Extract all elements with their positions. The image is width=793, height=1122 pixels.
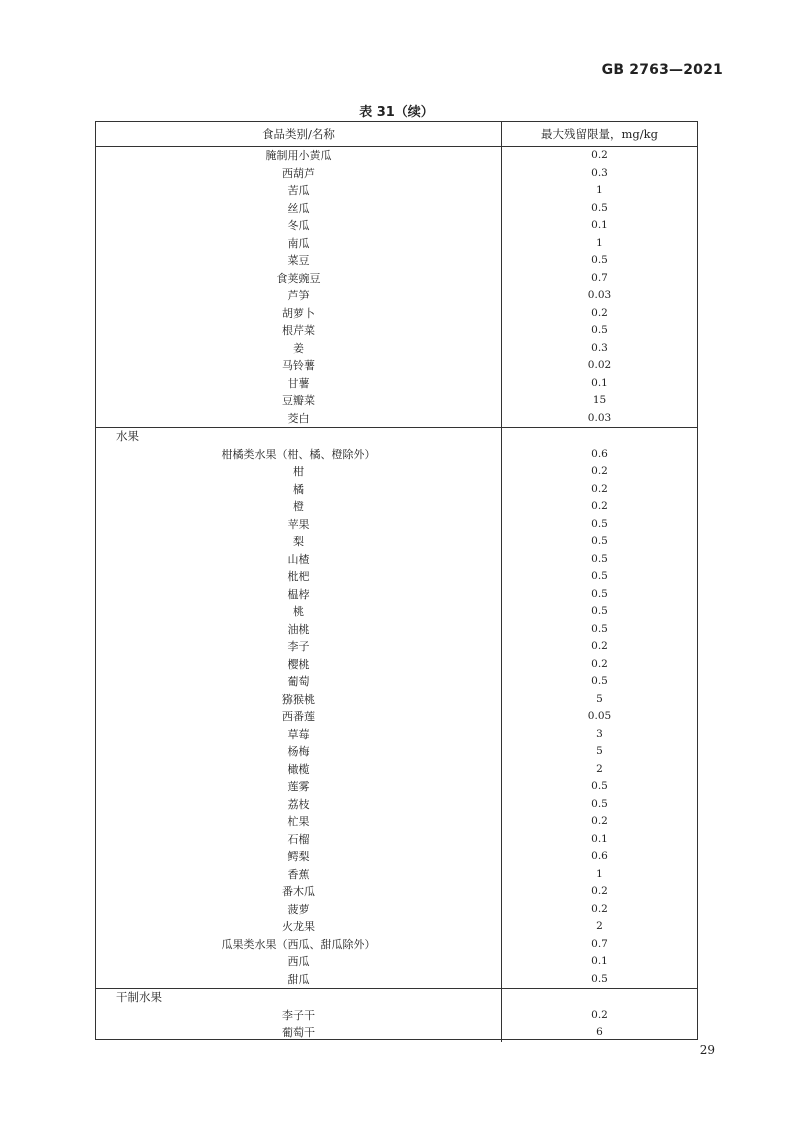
max-limit-cell: 0.5 — [591, 780, 608, 792]
table-row — [96, 831, 697, 849]
max-limit-cell: 0.2 — [591, 149, 608, 161]
table-row — [96, 182, 697, 200]
max-limit-cell: 0.5 — [591, 622, 608, 635]
food-name-cell: 胡萝卜 — [96, 305, 502, 323]
standard-code: GB 2763—2021 — [601, 62, 723, 78]
food-name-cell: 冬瓜 — [96, 217, 502, 235]
table-row — [96, 901, 697, 919]
table-row — [96, 621, 697, 639]
table-row — [96, 270, 697, 288]
page-number: 29 — [699, 1043, 715, 1057]
food-name-cell: 豆瓣菜 — [96, 392, 502, 410]
food-name-cell: 梨 — [96, 533, 502, 551]
table-row — [96, 813, 697, 831]
table-row — [96, 936, 697, 954]
food-name-cell: 苹果 — [96, 516, 502, 534]
food-name-cell: 石榴 — [96, 831, 502, 849]
food-name-cell: 马铃薯 — [96, 357, 502, 375]
max-limit-cell: 3 — [596, 727, 603, 740]
max-limit-cell: 0.6 — [591, 850, 608, 862]
table-row — [96, 883, 697, 901]
header-max-limit: 最大残留限量，mg/kg — [541, 127, 658, 141]
table-row — [96, 498, 697, 516]
max-limit-cell: 0.5 — [591, 324, 608, 336]
food-name-cell: 丝瓜 — [96, 200, 502, 218]
table-row — [96, 357, 697, 375]
food-name-cell: 瓜果类水果（西瓜、甜瓜除外） — [96, 936, 502, 954]
food-name-cell: 菠萝 — [96, 901, 502, 919]
food-name-cell: 柑橘类水果（柑、橘、橙除外） — [96, 446, 502, 464]
table-row — [96, 656, 697, 674]
table-row — [96, 147, 697, 165]
table-row — [96, 708, 697, 726]
food-name-cell: 猕猴桃 — [96, 691, 502, 709]
table-row — [96, 866, 697, 884]
max-limit-cell: 0.5 — [591, 605, 608, 617]
table-row — [96, 287, 697, 305]
table-row — [96, 918, 697, 936]
table-group — [96, 428, 697, 989]
max-limit-cell: 0.5 — [591, 797, 608, 810]
food-name-cell: 葡萄 — [96, 673, 502, 691]
group-title-blank — [502, 989, 697, 1007]
food-name-cell: 菜豆 — [96, 252, 502, 270]
food-name-cell: 芦笋 — [96, 287, 502, 305]
max-limit-cell: 0.3 — [591, 166, 608, 179]
max-limit-cell: 0.5 — [591, 517, 608, 530]
max-limit-cell: 0.5 — [591, 201, 608, 214]
table-header — [96, 122, 697, 147]
food-name-cell: 姜 — [96, 340, 502, 358]
max-limit-cell: 0.5 — [591, 535, 608, 547]
table-row — [96, 410, 697, 428]
food-name-cell: 西瓜 — [96, 953, 502, 971]
food-name-cell: 腌制用小黄瓜 — [96, 147, 502, 165]
food-name-cell: 荔枝 — [96, 796, 502, 814]
food-name-cell: 橄榄 — [96, 761, 502, 779]
table-row — [96, 796, 697, 814]
table-row — [96, 726, 697, 744]
max-limit-cell: 2 — [596, 920, 603, 932]
food-name-cell: 根芹菜 — [96, 322, 502, 340]
table-row — [96, 516, 697, 534]
max-limit-cell: 0.5 — [591, 587, 608, 600]
max-limit-cell: 5 — [596, 745, 603, 757]
table-row — [96, 691, 697, 709]
max-limit-cell: 0.2 — [591, 657, 608, 670]
table-row — [96, 1007, 697, 1025]
group-title-blank — [502, 428, 697, 446]
table-row — [96, 165, 697, 183]
food-name-cell: 李子干 — [96, 1007, 502, 1025]
max-limit-cell: 15 — [592, 394, 607, 406]
food-name-cell: 橙 — [96, 498, 502, 516]
max-limit-cell: 6 — [596, 1026, 603, 1038]
food-name-cell: 西番莲 — [96, 708, 502, 726]
max-limit-cell: 0.1 — [591, 376, 608, 389]
max-limit-cell: 0.2 — [591, 640, 608, 652]
food-name-cell: 杨梅 — [96, 743, 502, 761]
food-name-cell: 桃 — [96, 603, 502, 621]
max-limit-cell: 1 — [596, 867, 603, 880]
food-name-cell: 樱桃 — [96, 656, 502, 674]
food-name-cell: 柑 — [96, 463, 502, 481]
food-name-cell: 苦瓜 — [96, 182, 502, 200]
max-limit-cell: 0.5 — [591, 254, 608, 266]
max-limit-cell: 0.5 — [591, 675, 608, 687]
table-row — [96, 848, 697, 866]
table-row — [96, 305, 697, 323]
max-limit-cell: 5 — [596, 692, 603, 705]
max-limit-cell: 0.1 — [591, 219, 608, 231]
food-name-cell: 葡萄干 — [96, 1024, 502, 1042]
food-name-cell: 食荚豌豆 — [96, 270, 502, 288]
max-limit-cell: 0.5 — [591, 552, 608, 565]
food-name-cell: 番木瓜 — [96, 883, 502, 901]
residue-limit-table — [95, 121, 698, 1040]
table-row — [96, 217, 697, 235]
max-limit-cell: 0.2 — [591, 1008, 608, 1021]
table-row — [96, 252, 697, 270]
table-row — [96, 551, 697, 569]
food-name-cell: 油桃 — [96, 621, 502, 639]
max-limit-cell: 2 — [596, 762, 603, 775]
table-row — [96, 481, 697, 499]
food-name-cell: 榅桲 — [96, 586, 502, 604]
table-row — [96, 743, 697, 761]
max-limit-cell: 0.2 — [591, 885, 608, 897]
max-limit-cell: 0.02 — [587, 359, 612, 371]
max-limit-cell: 0.2 — [591, 815, 608, 827]
max-limit-cell: 0.2 — [591, 500, 608, 512]
food-name-cell: 枇杷 — [96, 568, 502, 586]
max-limit-cell: 0.2 — [591, 306, 608, 319]
max-limit-cell: 0.1 — [591, 832, 608, 845]
max-limit-cell: 0.7 — [591, 271, 608, 284]
food-name-cell: 南瓜 — [96, 235, 502, 253]
table-row — [96, 586, 697, 604]
food-name-cell: 茭白 — [96, 410, 502, 428]
table-row — [96, 603, 697, 621]
max-limit-cell: 0.2 — [591, 465, 608, 477]
food-name-cell: 草莓 — [96, 726, 502, 744]
max-limit-cell: 0.2 — [591, 902, 608, 915]
food-name-cell: 橘 — [96, 481, 502, 499]
table-title: 表 31（续） — [359, 105, 434, 120]
food-name-cell: 甘薯 — [96, 375, 502, 393]
food-name-cell: 西葫芦 — [96, 165, 502, 183]
table-row — [96, 568, 697, 586]
group-title-row — [96, 989, 697, 1007]
group-title-row — [96, 428, 697, 446]
table-row — [96, 1024, 697, 1042]
max-limit-cell: 1 — [596, 236, 603, 249]
food-name-cell: 李子 — [96, 638, 502, 656]
food-name-cell: 甜瓜 — [96, 971, 502, 989]
header-food-name: 食品类别/名称 — [96, 122, 502, 146]
table-row — [96, 953, 697, 971]
table-body — [96, 147, 697, 1042]
table-row — [96, 463, 697, 481]
food-name-cell: 山楂 — [96, 551, 502, 569]
table-row — [96, 200, 697, 218]
table-row — [96, 533, 697, 551]
max-limit-cell: 0.3 — [591, 341, 608, 354]
food-name-cell: 火龙果 — [96, 918, 502, 936]
table-row — [96, 392, 697, 410]
group-title: 干制水果 — [96, 989, 502, 1007]
table-row — [96, 673, 697, 691]
max-limit-cell: 0.2 — [591, 482, 608, 495]
food-name-cell: 莲雾 — [96, 778, 502, 796]
table-row — [96, 446, 697, 464]
max-limit-cell: 0.1 — [591, 955, 608, 967]
max-limit-cell: 0.03 — [587, 289, 612, 301]
max-limit-cell: 0.5 — [591, 972, 608, 985]
table-row — [96, 340, 697, 358]
max-limit-cell: 0.03 — [587, 411, 612, 424]
table-row — [96, 235, 697, 253]
max-limit-cell: 0.05 — [587, 710, 612, 722]
table-row — [96, 778, 697, 796]
table-group — [96, 989, 697, 1042]
max-limit-cell: 0.7 — [591, 937, 608, 950]
table-row — [96, 761, 697, 779]
table-row — [96, 638, 697, 656]
table-row — [96, 322, 697, 340]
food-name-cell: 鳄梨 — [96, 848, 502, 866]
food-name-cell: 香蕉 — [96, 866, 502, 884]
food-name-cell: 杧果 — [96, 813, 502, 831]
table-row — [96, 971, 697, 989]
table-row — [96, 375, 697, 393]
max-limit-cell: 0.5 — [591, 570, 608, 582]
max-limit-cell: 1 — [596, 184, 603, 196]
table-group — [96, 147, 697, 428]
group-title: 水果 — [96, 428, 502, 446]
max-limit-cell: 0.6 — [591, 447, 608, 460]
